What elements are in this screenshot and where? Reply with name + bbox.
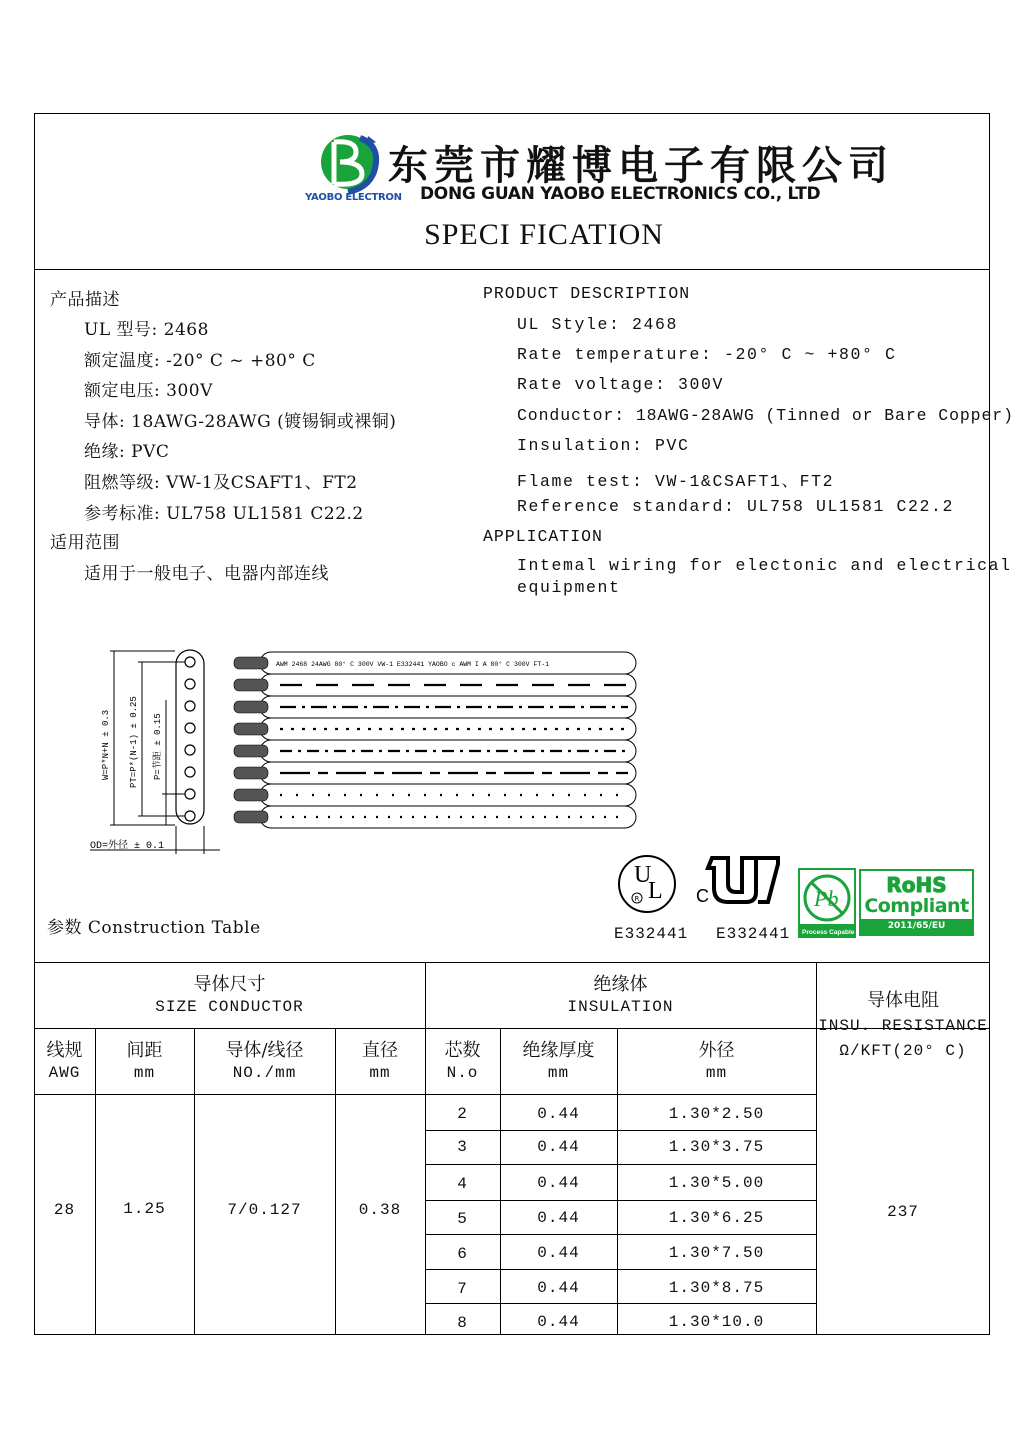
res-en: INSU. RESISTANCE: [818, 1017, 988, 1035]
cell-thickness: 0.44: [537, 1313, 580, 1331]
cell-cores: 8: [457, 1314, 468, 1332]
desc-cn-item: 阻燃等级: VW-1及CSAFT1、FT2: [84, 473, 358, 493]
rohs-compliant-badge: [859, 869, 974, 936]
col-en: NO./mm: [232, 1064, 297, 1082]
cell-strand: 7/0.127: [227, 1201, 302, 1219]
svg-text:U: U: [634, 862, 652, 888]
cell-od: 1.30*10.0: [668, 1313, 765, 1331]
desc-en-item: Conductor: 18AWG-28AWG (Tinned or Bare Copper): [517, 406, 1014, 425]
cell-thickness: 0.44: [537, 1279, 580, 1297]
col-header-od: [617, 1040, 816, 1084]
desc-en-item: Insulation: PVC: [517, 436, 690, 455]
desc-en-item: Flame test: VW-1&CSAFT1、FT2: [517, 472, 835, 491]
cell-thickness: 0.44: [537, 1105, 580, 1123]
dim-p-label: P=节距 ± 0.15: [153, 713, 163, 780]
col-en: N.o: [446, 1064, 479, 1082]
cell-cores: 3: [457, 1138, 468, 1156]
svg-text:R: R: [634, 895, 640, 903]
desc-cn-item: UL 型号: 2468: [84, 320, 209, 340]
col-en: mm: [133, 1064, 156, 1082]
col-header-strand: [194, 1040, 335, 1084]
cable-print-text: AWM 2468 24AWG 80° C 300V VW-1 E332441 YAOBO c AWM I A 80° C 300V FT-1: [276, 661, 550, 668]
desc-cn-item: 额定电压: 300V: [84, 381, 213, 401]
svg-text:L: L: [648, 878, 663, 904]
company-name-en: DONG GUAN YAOBO ELECTRONICS CO., LTD: [420, 184, 821, 204]
flat-cable-drawing: [80, 640, 650, 860]
group-header-insulation: [425, 974, 816, 1018]
col-en: mm: [547, 1064, 570, 1082]
desc-cn-item: 绝缘: PVC: [84, 442, 170, 462]
logo-caption: YAOBO ELECTRON: [305, 192, 402, 203]
cell-thickness: 0.44: [537, 1244, 580, 1262]
col-cn: 线规: [46, 1040, 83, 1061]
desc-cn-item: 参考标准: UL758 UL1581 C22.2: [84, 504, 364, 524]
application-en-line: equipment: [517, 578, 621, 597]
cru-recognized-icon: [694, 852, 786, 912]
group-size-en: SIZE CONDUCTOR: [155, 998, 304, 1016]
col-cn: 绝缘厚度: [522, 1040, 595, 1061]
col-en: mm: [369, 1064, 391, 1082]
rohs-line3: 2011/65/EU: [861, 919, 972, 934]
cell-cores: 7: [457, 1280, 468, 1298]
cell-awg: 28: [53, 1201, 76, 1219]
desc-en-item: Reference standard: UL758 UL1581 C22.2: [517, 497, 955, 516]
cell-resistance: 237: [887, 1203, 919, 1221]
col-header-cores: [425, 1040, 500, 1084]
cell-cores: 4: [457, 1175, 468, 1193]
group-ins-en: INSULATION: [567, 998, 674, 1016]
desc-en-heading: PRODUCT DESCRIPTION: [483, 284, 691, 303]
desc-en-item: UL Style: 2468: [517, 315, 679, 334]
res-cn: 导体电阻: [867, 990, 939, 1011]
col-header-diameter: [335, 1040, 425, 1084]
cell-od: 1.30*8.75: [668, 1279, 765, 1297]
cell-cores: 2: [457, 1105, 468, 1123]
cell-pitch: 1.25: [123, 1200, 166, 1218]
col-cn: 直径: [362, 1040, 398, 1061]
header-divider: [34, 269, 990, 270]
dim-pt-label: PT=P*(N-1) ± 0.25: [129, 696, 139, 788]
group-header-size-conductor: [34, 974, 425, 1018]
cru-file-number: E332441: [716, 925, 791, 943]
rohs-line1: RoHS: [886, 873, 947, 897]
cell-od: 1.30*7.50: [668, 1244, 765, 1262]
res-unit: Ω/KFT(20° C): [839, 1042, 967, 1060]
col-header-awg: [34, 1040, 95, 1084]
col-cn: 芯数: [444, 1040, 481, 1061]
col-header-thickness: [500, 1040, 617, 1084]
svg-text:C: C: [696, 886, 709, 906]
desc-cn-item: 额定温度: -20° C ~ +80° C: [84, 351, 316, 371]
company-name-cn: 东莞市耀博电子有限公司: [388, 143, 894, 189]
desc-en-item: Rate temperature: -20° C ~ +80° C: [517, 345, 897, 364]
cable-strands: [260, 652, 636, 828]
cell-thickness: 0.44: [537, 1209, 580, 1227]
doc-title: SPECI FICATION: [424, 218, 664, 251]
pb-free-icon: [798, 868, 856, 938]
cell-thickness: 0.44: [537, 1138, 580, 1156]
col-cn: 导体/线径: [225, 1040, 304, 1061]
dim-w-label: W=P*N+N ± 0.3: [101, 709, 111, 780]
group-ins-cn: 绝缘体: [593, 974, 648, 995]
ul-listed-icon: [612, 850, 682, 920]
conductor-ends: [234, 657, 268, 823]
pb-text: Pb: [814, 886, 839, 911]
col-en: mm: [705, 1064, 728, 1082]
col-header-pitch: [95, 1040, 194, 1084]
application-cn-heading: 适用范围: [50, 533, 120, 553]
col-cn: 外径: [698, 1040, 735, 1061]
table-top-border: [34, 962, 990, 963]
header-resistance: [816, 990, 990, 1062]
pb-caption: Process Capable: [802, 929, 855, 936]
application-en-line: Intemal wiring for electonic and electrical: [517, 556, 1012, 575]
cell-od: 1.30*6.25: [668, 1209, 765, 1227]
col-en: AWG: [48, 1064, 81, 1082]
desc-cn-heading: 产品描述: [50, 290, 120, 310]
col-cn: 间距: [126, 1040, 163, 1061]
cell-thickness: 0.44: [537, 1174, 580, 1192]
cell-od: 1.30*5.00: [668, 1174, 765, 1192]
application-cn-text: 适用于一般电子、电器内部连线: [84, 564, 329, 584]
cell-diameter: 0.38: [358, 1201, 402, 1219]
rohs-line2: Compliant: [864, 895, 969, 917]
construction-table-label: 参数 Construction Table: [47, 918, 261, 938]
cell-cores: 5: [457, 1210, 468, 1228]
cable-cross-section: [176, 650, 204, 824]
ul-file-number: E332441: [614, 925, 689, 943]
cell-od: 1.30*3.75: [668, 1138, 765, 1156]
cell-cores: 6: [457, 1245, 468, 1263]
desc-en-item: Rate voltage: 300V: [517, 375, 725, 394]
cell-od: 1.30*2.50: [668, 1105, 765, 1123]
application-en-heading: APPLICATION: [483, 527, 603, 546]
dim-od-label: OD=外径 ± 0.1: [90, 841, 165, 852]
desc-cn-item: 导体: 18AWG-28AWG (镀锡铜或裸铜): [84, 412, 397, 432]
group-size-cn: 导体尺寸: [193, 974, 266, 995]
